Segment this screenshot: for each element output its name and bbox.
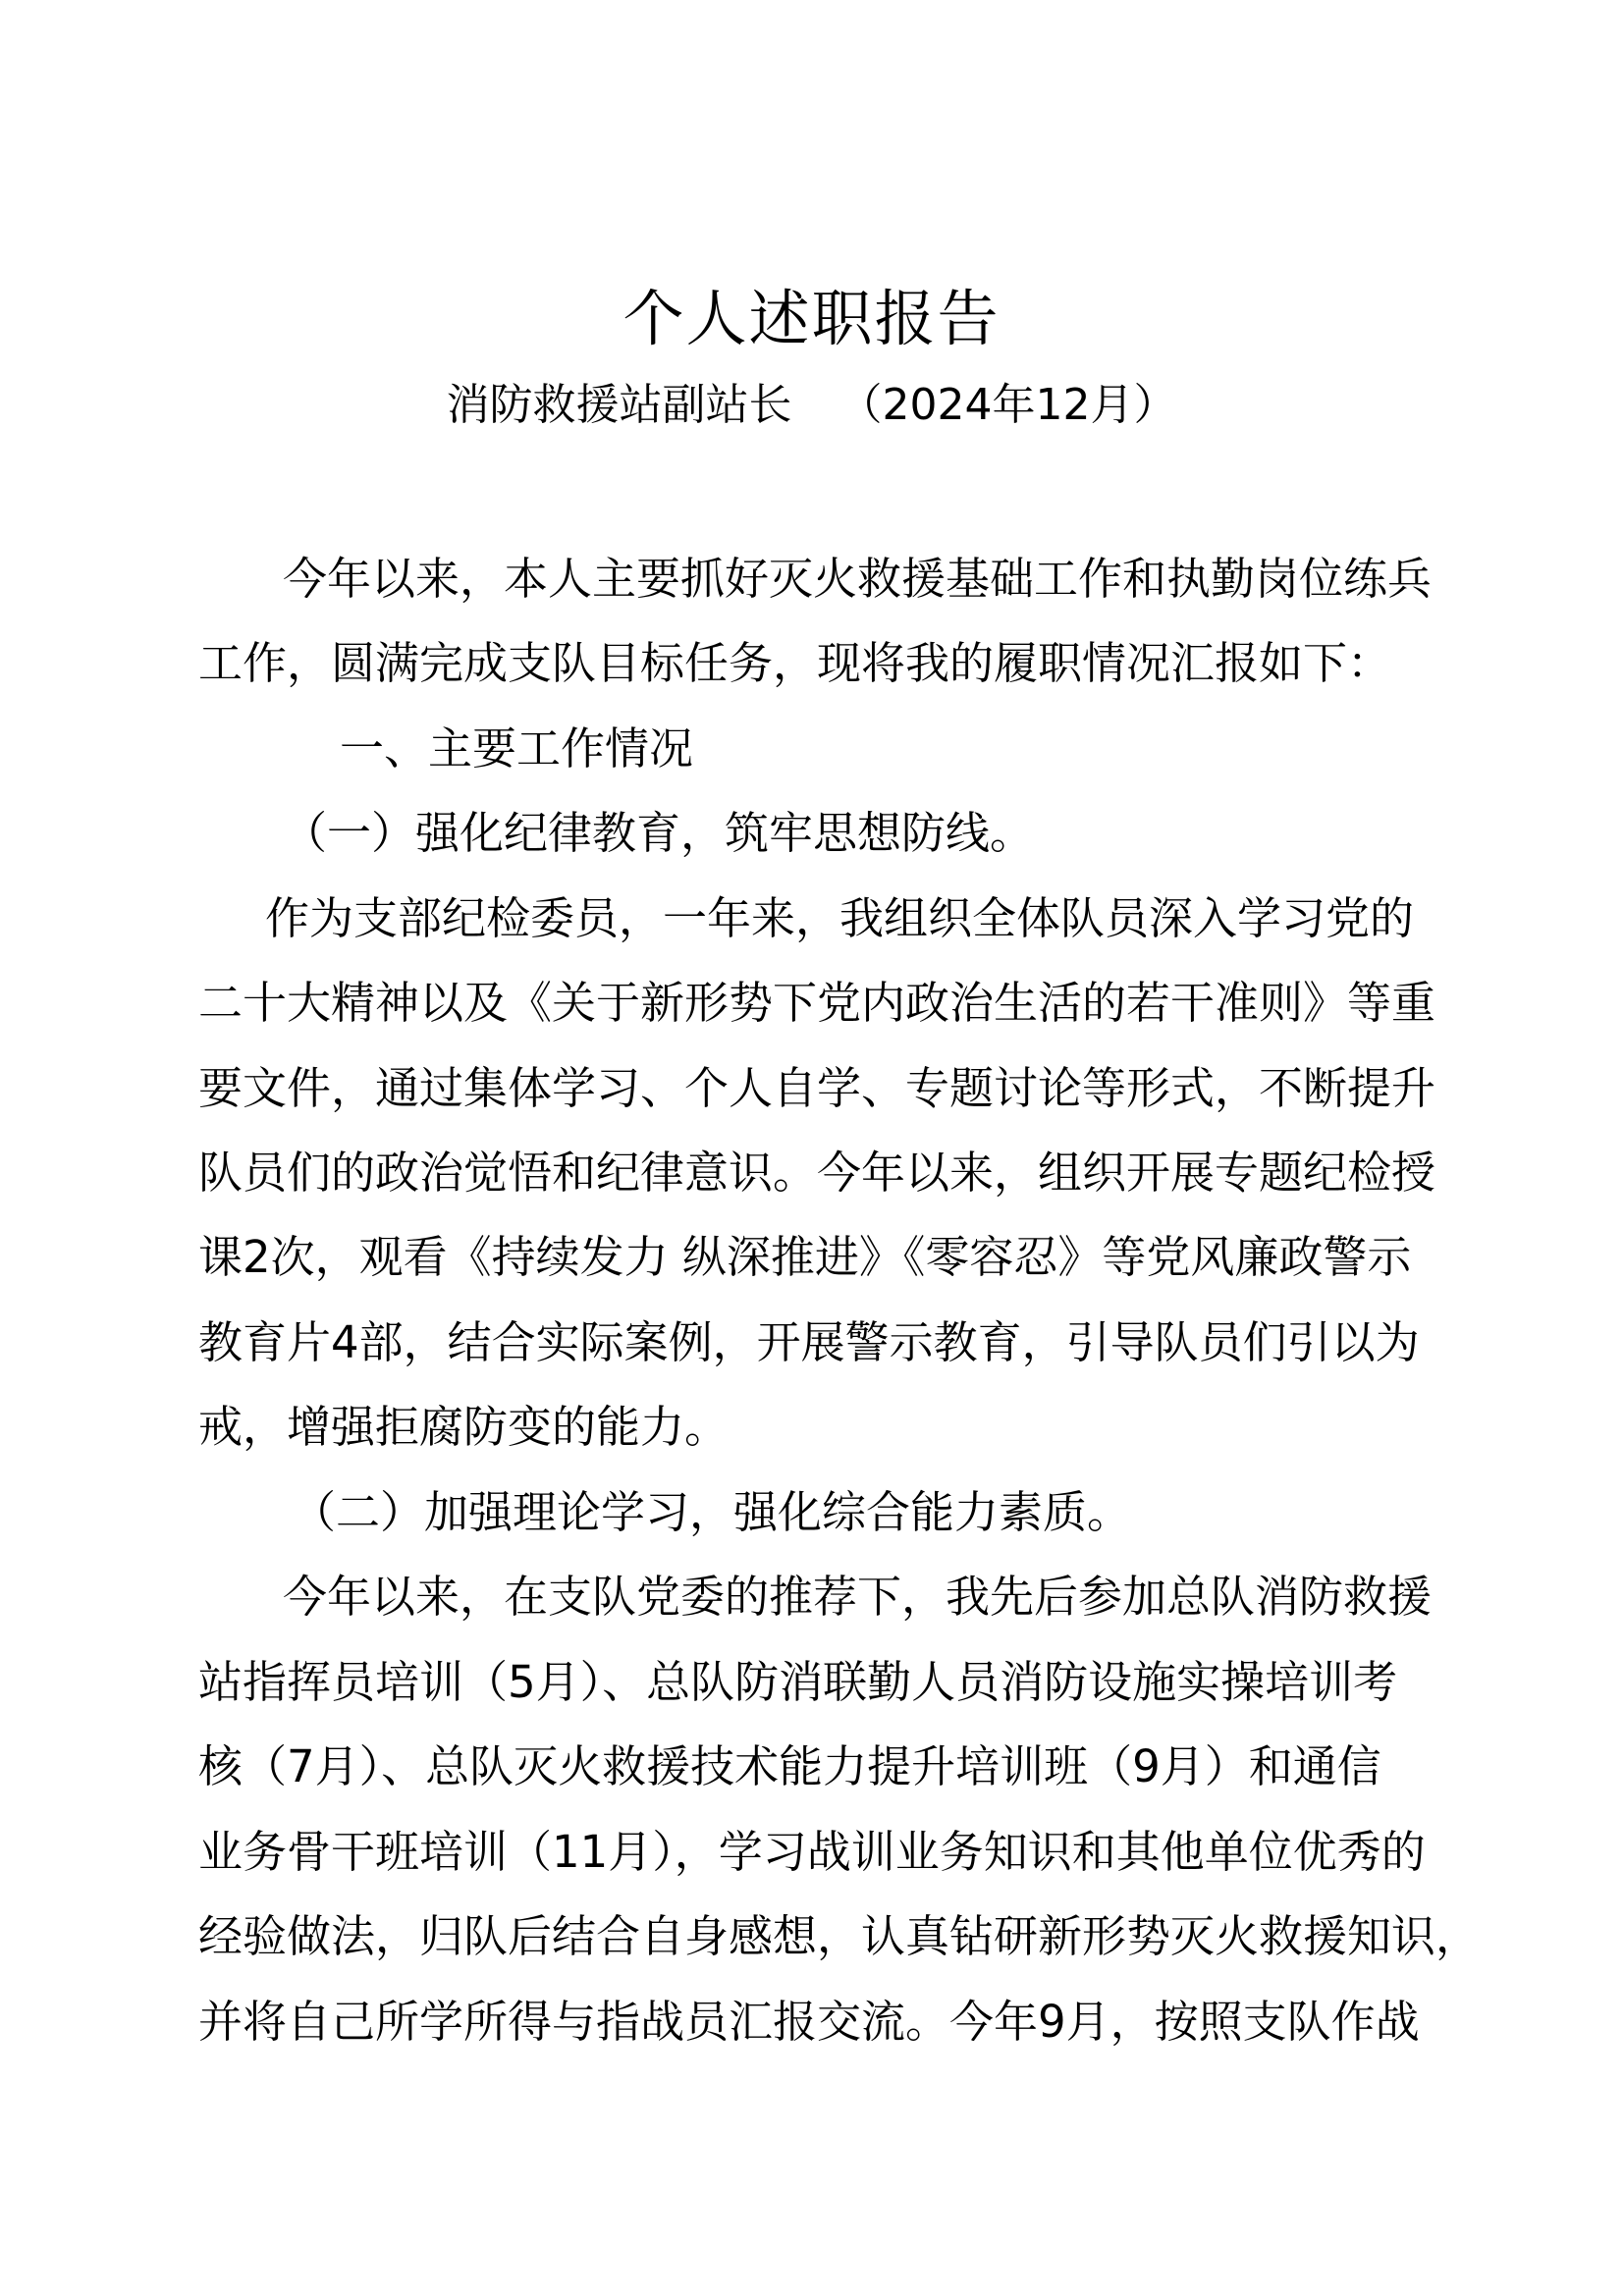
body-line: 今年以来，在支队党委的推荐下，我先后参加总队消防救援 [283, 1571, 1433, 1623]
body-line: 戒，增强拒腐防变的能力。 [198, 1401, 730, 1453]
subtitle-position: 消防救援站副站长 [446, 380, 792, 430]
report-subtitle [0, 376, 1623, 435]
body-line: 业务骨干班培训（11月），学习战训业务知识和其他单位优秀的 [198, 1826, 1426, 1878]
body-line: 工作，圆满完成支队目标任务，现将我的履职情况汇报如下： [198, 637, 1392, 689]
subsection-heading: （一）强化纪律教育，筑牢思想防线。 [283, 807, 1035, 859]
body-line: 核（7月）、总队灭火救援技术能力提升培训班（9月）和通信 [198, 1740, 1381, 1792]
subsection-heading: （二）加强理论学习，强化综合能力素质。 [292, 1486, 1132, 1538]
body-line: 要文件，通过集体学习、个人自学、专题讨论等形式，不断提升 [198, 1062, 1436, 1114]
body-line: 站指挥员培训（5月）、总队防消联勤人员消防设施实操培训考 [198, 1656, 1398, 1708]
report-title: 个人述职报告 [622, 283, 1001, 354]
body-line: 并将自己所学所得与指战员汇报交流。今年9月，按照支队作战 [198, 1996, 1420, 2048]
section-heading: 一、主要工作情况 [340, 722, 694, 774]
body-line: 今年以来，本人主要抓好灭火救援基础工作和执勤岗位练兵 [283, 553, 1433, 605]
body-line: 二十大精神以及《关于新形势下党内政治生活的若干准则》等重 [198, 977, 1436, 1029]
subtitle-date: （2024年12月） [839, 380, 1177, 430]
body-line: 队员们的政治觉悟和纪律意识。今年以来，组织开展专题纪检授 [198, 1147, 1436, 1199]
body-line: 经验做法，归队后结合自身感想，认真钻研新形势灭火救援知识， [198, 1910, 1481, 1962]
body-line: 课2次，观看《持续发力 纵深推进》《零容忍》等党风廉政警示 [198, 1231, 1412, 1283]
body-line: 作为支部纪检委员，一年来，我组织全体队员深入学习党的 [265, 892, 1415, 944]
body-line: 教育片4部，结合实际案例，开展警示教育，引导队员们引以为 [198, 1316, 1420, 1368]
